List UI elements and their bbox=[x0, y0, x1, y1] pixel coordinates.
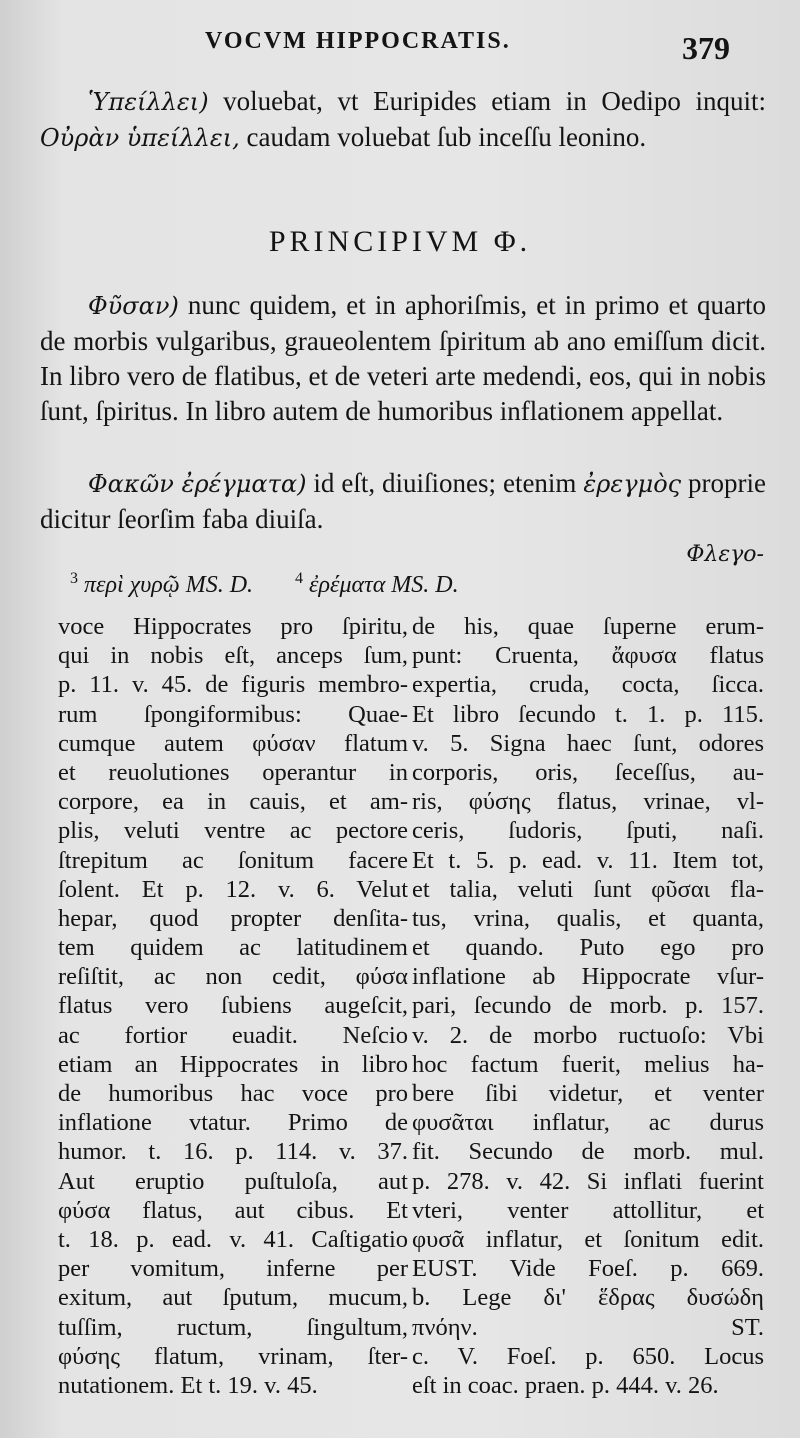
column-line: hepar, quod propter denſita- bbox=[58, 904, 408, 932]
column-line: expertia, cruda, cocta, ſicca. bbox=[412, 671, 764, 699]
column-line: tuſſim, ructum, ſingultum, bbox=[58, 1313, 408, 1341]
top-paragraph bbox=[40, 84, 766, 156]
paragraph-phakon bbox=[40, 466, 766, 537]
variant-note: ἐρέματα MS. D. bbox=[309, 572, 459, 598]
column-line: cumque autem φύσαν flatum bbox=[58, 729, 408, 757]
column-line: per vomitum, inferne per bbox=[58, 1255, 408, 1283]
column-line: tem quidem ac latitudinem bbox=[58, 934, 408, 962]
column-line: punt: Cruenta, ἄφυσα flatus bbox=[412, 642, 764, 670]
column-line: vteri, venter attollitur, et bbox=[412, 1196, 764, 1224]
column-line: humor. t. 16. p. 114. v. 37. bbox=[58, 1138, 408, 1166]
column-line: de humoribus hac voce pro bbox=[58, 1080, 408, 1107]
column-line: reſiſtit, ac non cedit, φύσα bbox=[58, 963, 408, 991]
running-head: VOCVM HIPPOCRATIS. bbox=[205, 28, 511, 54]
note-marker: 4 bbox=[295, 570, 304, 587]
column-line: plis, veluti ventre ac pectore bbox=[58, 817, 408, 845]
section-heading: PRINCIPIVM Φ. bbox=[268, 225, 532, 258]
greek-word: ἐρεγμὸς bbox=[583, 470, 682, 498]
column-line: fit. Secundo de morb. mul. bbox=[412, 1138, 764, 1166]
paragraph-physan bbox=[40, 288, 766, 429]
column-line: etiam an Hippocrates in libro bbox=[58, 1050, 408, 1078]
column-line: Et libro ſecundo t. 1. p. 115. bbox=[412, 700, 764, 728]
right-column bbox=[412, 612, 764, 1400]
catchword: Φλεγο- bbox=[686, 542, 764, 567]
column-line: hoc factum fuerit, melius ha- bbox=[412, 1050, 764, 1078]
column-line: ceris, ſudoris, ſputi, naſi. bbox=[412, 817, 764, 845]
column-line: et quando. Puto ego pro bbox=[412, 934, 764, 962]
paragraph-text: proprie dicitur ſeorſim faba diuiſa. bbox=[40, 468, 767, 534]
column-line: v. 5. Signa haec ſunt, odores bbox=[412, 729, 764, 757]
column-line: v. 2. de morbo ructuoſo: Vbi bbox=[412, 1021, 764, 1049]
column-line: flatus vero ſubiens augeſcit, bbox=[58, 992, 408, 1020]
greek-lemma: Φῦσαν) bbox=[88, 292, 179, 320]
column-line: pari, ſecundo de morb. p. 157. bbox=[412, 992, 764, 1020]
column-line: qui in nobis eſt, anceps ſum, bbox=[58, 642, 408, 670]
column-line: de his, quae ſuperne erum- bbox=[412, 613, 764, 640]
column-line: eſt in coac. praen. p. 444. v. 26. bbox=[412, 1371, 719, 1399]
column-line: c. V. Foeſ. p. 650. Locus bbox=[412, 1342, 764, 1370]
variant-note: περὶ χυρῷ MS. D. bbox=[84, 572, 254, 598]
paragraph-text: voluebat, vt Euripides etiam in Oedipo inquit: bbox=[208, 86, 766, 116]
left-column bbox=[58, 612, 408, 1400]
column-line: b. Lege δι' ἕδρας δυσώδη bbox=[412, 1284, 764, 1312]
column-line: ſolent. Et p. 12. v. 6. Velut bbox=[58, 875, 408, 903]
paragraph-text: caudam voluebat ſub inceſſu leonino. bbox=[239, 122, 647, 152]
column-line: et reuolutiones operantur in bbox=[58, 758, 408, 786]
column-line: corporis, oris, ſeceſſus, au- bbox=[412, 758, 764, 786]
greek-quote: Οὐρὰν ὑπείλλει, bbox=[40, 124, 240, 152]
column-line: φύσα flatus, aut cibus. Et bbox=[58, 1196, 408, 1224]
column-line: p. 11. v. 45. de figuris membro- bbox=[58, 671, 408, 699]
greek-lemma: Ὑπείλλει) bbox=[88, 88, 209, 116]
page-number: 379 bbox=[682, 30, 730, 66]
column-line: et talia, veluti ſunt φῦσαι fla- bbox=[412, 875, 764, 903]
column-line: φυσᾶται inflatur, ac durus bbox=[412, 1109, 764, 1137]
note-marker: 3 bbox=[70, 570, 78, 587]
column-line: ris, φύσης flatus, vrinae, vl- bbox=[412, 788, 764, 816]
column-line: φύσης flatum, vrinam, ſter- bbox=[58, 1342, 408, 1370]
column-line: bere ſibi videtur, et venter bbox=[412, 1080, 764, 1107]
column-line: ſtrepitum ac ſonitum facere bbox=[58, 846, 408, 874]
greek-lemma: Φακῶν ἐρέγματα) bbox=[88, 470, 307, 498]
column-line: exitum, aut ſputum, mucum, bbox=[58, 1284, 408, 1312]
column-line: Aut eruptio puſtuloſa, aut bbox=[58, 1167, 408, 1195]
paragraph-text: nunc quidem, et in aphoriſmis, et in primo et quarto de morbis vulgaribus, graueolentem ſpiritum ab ano emiſſum dicit. In libro vero de flatibus, et de veteri arte medendi, eos, qui in nobis ſunt, ſpiritus. In libro autem de humoribus inflationem appellat. bbox=[40, 290, 766, 426]
column-line: t. 18. p. ead. v. 41. Caſtigatio bbox=[58, 1225, 408, 1253]
column-line: ac fortior euadit. Neſcio bbox=[58, 1021, 408, 1049]
column-line: corpore, ea in cauis, et am- bbox=[58, 788, 408, 816]
paragraph-text: id eſt, diuiſiones; etenim bbox=[306, 468, 584, 498]
column-line: πνόην. ST. bbox=[412, 1313, 764, 1341]
variant-notes bbox=[70, 570, 459, 599]
column-line: tus, vrina, qualis, et quanta, bbox=[412, 904, 764, 932]
column-line: rum ſpongiformibus: Quae- bbox=[58, 700, 408, 728]
column-line: inflatione vtatur. Primo de bbox=[58, 1109, 408, 1137]
column-line: Et t. 5. p. ead. v. 11. Item tot, bbox=[412, 846, 764, 874]
column-line: EUST. Vide Foeſ. p. 669. bbox=[412, 1255, 764, 1283]
column-line: nutationem. Et t. 19. v. 45. bbox=[58, 1371, 318, 1399]
column-line: inflatione ab Hippocrate vſur- bbox=[412, 963, 764, 991]
column-line: φυσᾶ inflatur, et ſonitum edit. bbox=[412, 1225, 764, 1253]
column-line: p. 278. v. 42. Si inflati fuerint bbox=[412, 1167, 764, 1195]
column-line: voce Hippocrates pro ſpiritu, bbox=[58, 613, 408, 640]
